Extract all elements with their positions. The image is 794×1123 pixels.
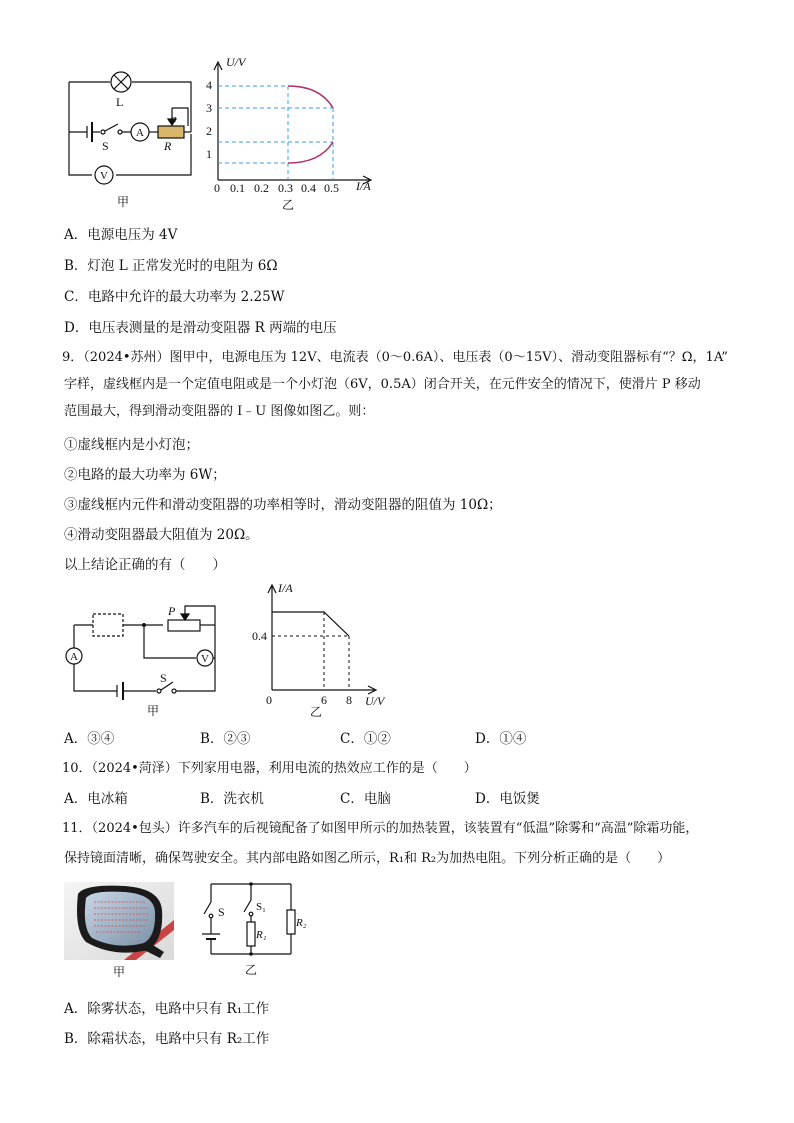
option-a[interactable]: A．电冰箱 bbox=[64, 791, 128, 807]
y-tick: 1 bbox=[206, 147, 212, 161]
statement: ①虚线框内是小灯泡； bbox=[64, 437, 199, 453]
x-tick: 6 bbox=[321, 693, 327, 707]
option-b[interactable]: B．②③ bbox=[200, 731, 251, 747]
resistor-label: R bbox=[164, 139, 172, 153]
question-stem: 范围最大，得到滑动变阻器的 I﹣U 图像如图乙。则： bbox=[64, 404, 375, 419]
ammeter-label: A bbox=[70, 651, 78, 663]
x-tick: 0 bbox=[214, 181, 220, 195]
switch-label: S bbox=[102, 139, 109, 153]
y-axis-label: I/A bbox=[278, 581, 293, 595]
x-tick: 0 bbox=[266, 693, 272, 707]
x-axis-label: I/A bbox=[356, 179, 371, 193]
r1-label: R₁ bbox=[256, 929, 267, 941]
slider-label: P bbox=[168, 604, 176, 618]
car-mirror-photo bbox=[64, 880, 174, 980]
voltmeter-label: V bbox=[100, 170, 108, 182]
y-tick: 0.4 bbox=[252, 629, 267, 643]
circuit-diagram-2 bbox=[60, 600, 230, 718]
i-u-graph-2 bbox=[250, 578, 400, 718]
option-d[interactable]: D．①④ bbox=[475, 731, 527, 747]
option-b[interactable]: B．洗衣机 bbox=[200, 791, 264, 807]
ammeter-label: A bbox=[136, 127, 144, 139]
statement: ④滑动变阻器最大阻值为 20Ω。 bbox=[64, 527, 259, 543]
option-b[interactable]: B．灯泡 L 正常发光时的电阻为 6Ω bbox=[64, 258, 278, 274]
option-c[interactable]: C．①② bbox=[340, 731, 391, 747]
slider-label: a bbox=[171, 113, 177, 125]
x-axis-label: U/V bbox=[365, 694, 385, 708]
question-stem: 11．（2024•包头）许多汽车的后视镜配备了如图甲所示的加热装置，该装置有“低温”除雾和“高温”除霜功能， bbox=[62, 821, 699, 836]
statement: ③虚线框内元件和滑动变阻器的功率相等时，滑动变阻器的阻值为 10Ω； bbox=[64, 497, 502, 513]
figure-caption: 甲 bbox=[117, 195, 130, 209]
statement: ②电路的最大功率为 6W； bbox=[64, 467, 226, 483]
question-stem: 10．（2024•菏泽）下列家用电器，利用电流的热效应工作的是（ ） bbox=[62, 761, 477, 776]
option-b[interactable]: B．除霜状态，电路中只有 R₂工作 bbox=[64, 1031, 270, 1047]
option-c[interactable]: C．电路中允许的最大功率为 2.25W bbox=[64, 289, 285, 305]
circuit-diagram-1 bbox=[60, 62, 210, 212]
y-axis-label: U/V bbox=[226, 55, 246, 69]
x-tick: 0.5 bbox=[324, 181, 339, 195]
figure-caption: 乙 bbox=[310, 705, 323, 718]
x-tick: 0.2 bbox=[254, 181, 269, 195]
option-d[interactable]: D．电压表测量的是滑动变阻器 R 两端的电压 bbox=[64, 320, 337, 336]
y-tick: 4 bbox=[206, 78, 212, 92]
voltmeter-label: V bbox=[201, 653, 209, 665]
switch-label: S bbox=[160, 671, 167, 685]
figure-caption: 乙 bbox=[282, 198, 295, 212]
x-tick: 8 bbox=[346, 693, 352, 707]
question-stem: 保持镜面清晰，确保驾驶安全。其内部电路如图乙所示，R₁和 R₂为加热电阻。下列分析正确的是（ ） bbox=[64, 851, 671, 866]
option-c[interactable]: C．电脑 bbox=[340, 791, 391, 807]
y-tick: 2 bbox=[206, 124, 212, 138]
figure-caption: 甲 bbox=[147, 704, 160, 718]
lamp-label: L bbox=[116, 95, 124, 109]
x-tick: 0.4 bbox=[301, 181, 316, 195]
question-prompt: 以上结论正确的有（ ） bbox=[64, 557, 226, 573]
question-stem: 9．（2024•苏州）图甲中，电源电压为 12V、电流表（0～0.6A）、电压表（0～15V）、滑动变阻器标有“？Ω，1A” bbox=[62, 350, 728, 365]
figure-caption: 乙 bbox=[245, 963, 258, 977]
r2-label: R₂ bbox=[296, 917, 307, 929]
option-a[interactable]: A．电源电压为 4V bbox=[64, 227, 178, 243]
y-tick: 3 bbox=[206, 101, 212, 115]
option-d[interactable]: D．电饭煲 bbox=[475, 791, 540, 807]
option-a[interactable]: A．③④ bbox=[64, 731, 115, 747]
x-tick: 0.1 bbox=[230, 181, 245, 195]
switch-s-label: S bbox=[218, 905, 225, 919]
question-stem: 字样，虚线框内是一个定值电阻或是一个小灯泡（6V，0.5A）闭合开关，在元件安全的情况下，使滑片 P 移动 bbox=[64, 377, 701, 392]
circuit-diagram-3 bbox=[196, 878, 316, 980]
figure-caption: 甲 bbox=[113, 965, 126, 979]
option-a[interactable]: A．除雾状态，电路中只有 R₁工作 bbox=[64, 1001, 270, 1017]
u-i-graph-1 bbox=[200, 52, 385, 212]
switch-s1-label: S₁ bbox=[256, 901, 266, 913]
x-tick: 0.3 bbox=[278, 181, 293, 195]
